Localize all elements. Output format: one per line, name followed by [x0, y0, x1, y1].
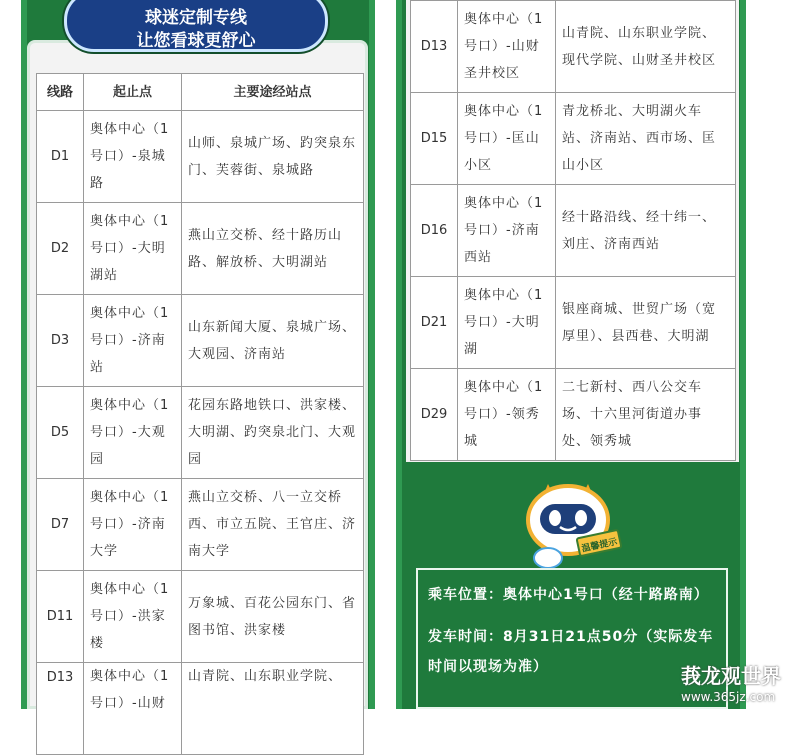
column-header-stops: 主要途经站点	[182, 74, 364, 111]
route-stops-cell: 二七新村、西八公交车场、十六里河街道办事处、领秀城	[556, 369, 736, 461]
route-endpoints-cell: 奥体中心（1号口）-山财	[84, 663, 182, 755]
route-table-left	[36, 73, 364, 755]
table-row	[411, 185, 736, 277]
route-stops-cell: 山青院、山东职业学院、	[182, 663, 364, 755]
table-row	[37, 387, 364, 479]
panel-edge	[396, 0, 402, 709]
route-stops-cell: 燕山立交桥、经十路历山路、解放桥、大明湖站	[182, 203, 364, 295]
table-row	[411, 369, 736, 461]
route-endpoints-cell: 奥体中心（1号口）-大明湖	[458, 277, 556, 369]
route-code-cell: D16	[411, 185, 458, 277]
route-table-right	[410, 0, 736, 461]
table-row	[37, 571, 364, 663]
column-header-endpoints: 起止点	[84, 74, 182, 111]
table-row	[411, 1, 736, 93]
route-stops-cell: 银座商城、世贸广场（宽厚里）、县西巷、大明湖	[556, 277, 736, 369]
table-row	[411, 277, 736, 369]
route-endpoints-cell: 奥体中心（1号口）-领秀城	[458, 369, 556, 461]
watermark-url: www.365jz.com	[681, 690, 776, 704]
table-row	[37, 295, 364, 387]
route-stops-cell: 花园东路地铁口、洪家楼、大明湖、趵突泉北门、大观园	[182, 387, 364, 479]
departure-time-text: 发车时间：8月31日21点50分（实际发车时间以现场为准）	[428, 629, 714, 675]
route-endpoints-cell: 奥体中心（1号口）-大观园	[84, 387, 182, 479]
route-stops-cell: 经十路沿线、经十纬一、刘庄、济南西站	[556, 185, 736, 277]
left-table-card	[27, 40, 368, 709]
route-stops-cell: 燕山立交桥、八一立交桥西、市立五院、王官庄、济南大学	[182, 479, 364, 571]
route-endpoints-cell: 奥体中心（1号口）-济南西站	[458, 185, 556, 277]
route-code-cell: D5	[37, 387, 84, 479]
table-header-row	[37, 74, 364, 111]
route-endpoints-cell: 奥体中心（1号口）-大明湖站	[84, 203, 182, 295]
route-stops-cell: 山师、泉城广场、趵突泉东门、芙蓉街、泉城路	[182, 111, 364, 203]
route-endpoints-cell: 奥体中心（1号口）-洪家楼	[84, 571, 182, 663]
robot-mascot-illustration	[512, 470, 624, 570]
banner-line-1: 球迷定制专线	[145, 8, 247, 28]
route-code-cell: D11	[37, 571, 84, 663]
route-endpoints-cell: 奥体中心（1号口）-匡山小区	[458, 93, 556, 185]
route-stops-cell: 山东新闻大厦、泉城广场、大观园、济南站	[182, 295, 364, 387]
route-code-cell: D13	[411, 1, 458, 93]
title-banner	[64, 0, 328, 52]
route-endpoints-cell: 奥体中心（1号口）-泉城路	[84, 111, 182, 203]
panel-edge	[369, 0, 375, 709]
panel-edge	[740, 0, 746, 709]
boarding-location-text: 乘车位置：奥体中心1号口（经十路路南）	[428, 587, 709, 603]
table-row	[37, 111, 364, 203]
watermark-name: 莪龙观世界	[681, 664, 781, 688]
route-code-cell: D21	[411, 277, 458, 369]
column-header-line: 线路	[37, 74, 84, 111]
table-row	[37, 479, 364, 571]
route-code-cell: D29	[411, 369, 458, 461]
table-row	[411, 93, 736, 185]
route-code-cell: D15	[411, 93, 458, 185]
route-code-cell: D2	[37, 203, 84, 295]
route-endpoints-cell: 奥体中心（1号口）-济南站	[84, 295, 182, 387]
route-stops-cell: 青龙桥北、大明湖火车站、济南站、西市场、匡山小区	[556, 93, 736, 185]
route-code-cell: D13	[37, 663, 84, 755]
banner-line-2: 让您看球更舒心	[136, 31, 256, 51]
route-code-cell: D7	[37, 479, 84, 571]
route-stops-cell: 山青院、山东职业学院、现代学院、山财圣井校区	[556, 1, 736, 93]
route-stops-cell: 万象城、百花公园东门、省图书馆、洪家楼	[182, 571, 364, 663]
table-row	[37, 203, 364, 295]
route-code-cell: D1	[37, 111, 84, 203]
right-table-card	[406, 0, 739, 462]
mascot-sign-text: 温馨提示	[580, 537, 619, 555]
route-code-cell: D3	[37, 295, 84, 387]
site-watermark	[681, 666, 781, 705]
route-endpoints-cell: 奥体中心（1号口）-山财圣井校区	[458, 1, 556, 93]
route-endpoints-cell: 奥体中心（1号口）-济南大学	[84, 479, 182, 571]
